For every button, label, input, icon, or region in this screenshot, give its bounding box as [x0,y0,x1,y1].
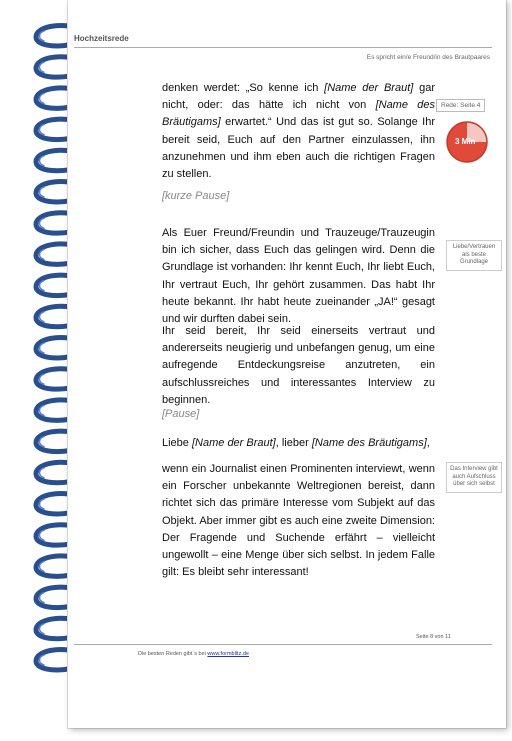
paragraph-3: Ihr seid bereit, Ihr seid einerseits vertraut und andererseits neugierig und unbefangen genug, um eine aufregende Entdeckungsreise anzutreten, ein aufschlussreiches und interessantes Interview zu beginnen. [162,325,435,406]
page-number: Seite 8 von 11 [416,634,451,640]
spiral-coil-highlight [40,156,45,166]
footer-rule [74,644,492,645]
spiral-coil-highlight [40,374,45,384]
spiral-coil-highlight [40,405,45,415]
pause-note-1: [kurze Pause] [162,190,230,202]
paragraph-5: wenn ein Journalist einen Prominenten interviewt, wenn ein Forscher unbekannte Weltregionen bereist, dann richtet sich das primäre Interesse vom Subjekt auf das Objekt. Aber immer gibt es auch eine zweite Dimension: Der Fragende und Suchende erfährt – vielleicht ungewollt – eine Menge über sich selbst. In jedem Falle gilt: Es bleibt sehr interessant! [162,463,435,579]
spiral-coil-highlight [40,468,45,478]
spiral-coil-highlight [40,281,45,291]
spiral-coil-highlight [40,437,45,447]
paragraph-4: Liebe [Name der Braut], lieber [Name des Bräutigams], [162,437,430,449]
spiral-coil-highlight [40,249,45,259]
footer-credit: Die besten Reden gibt´s bei www.formblitz.de [138,651,249,657]
spiral-coil-highlight [40,312,45,322]
header-rule [74,47,492,48]
spiral-coil-highlight [40,62,45,72]
footer-link[interactable]: www.formblitz.de [207,651,249,657]
rede-page-label: Rede: Seite 4 [436,99,485,112]
spiral-coil-highlight [40,218,45,228]
spiral-coil-highlight [40,655,45,665]
spiral-coil-highlight [40,593,45,603]
spiral-coil-highlight [40,187,45,197]
paragraph-2: Als Euer Freund/Freundin und Trauzeuge/Trauzeugin bin ich sicher, dass Euch das gelingen wird. Denn die Grundlage ist vorhanden: Ihr kennt Euch, Ihr liebt Euch, Ihr vertraut Euch, Ihr gehört zusammen. Das habt Ihr heute bekannt. Ihr habt heute zueinander „JA!“ gesagt und wir durften dabei sein. [162,227,435,326]
spiral-coil-highlight [40,31,45,41]
pause-note-2: [Pause] [162,408,200,420]
header-subtitle: Es spricht ein/e Freund/in des Brautpaares [366,54,490,61]
paragraph-1: denken werdet: „So kenne ich [Name der Braut] gar nicht, oder: das hätte ich nicht von [Name des Bräutigams] erwartet.“ Und das ist gut so. Solange Ihr bereit seid, Euch auf den Partner einzulassen, ihn anzunehmen und ihm eben auch die richtigen Fragen zu stellen. [162,82,435,181]
header-title: Hochzeitsrede [74,34,129,43]
spiral-coil-highlight [40,530,45,540]
spiral-coil-highlight [40,125,45,135]
timer-label: 3 Min [455,137,476,146]
spiral-coil-highlight [40,561,45,571]
margin-note-interview: Das Interview gibt auch Aufschluss über sich selbst [446,462,502,493]
spiral-coil-highlight [40,93,45,103]
spiral-coil-highlight [40,499,45,509]
spiral-coil-highlight [40,343,45,353]
margin-note-trust: Liebe/Vertrauen als beste Grundlage [446,240,502,271]
spiral-coil-highlight [40,624,45,634]
